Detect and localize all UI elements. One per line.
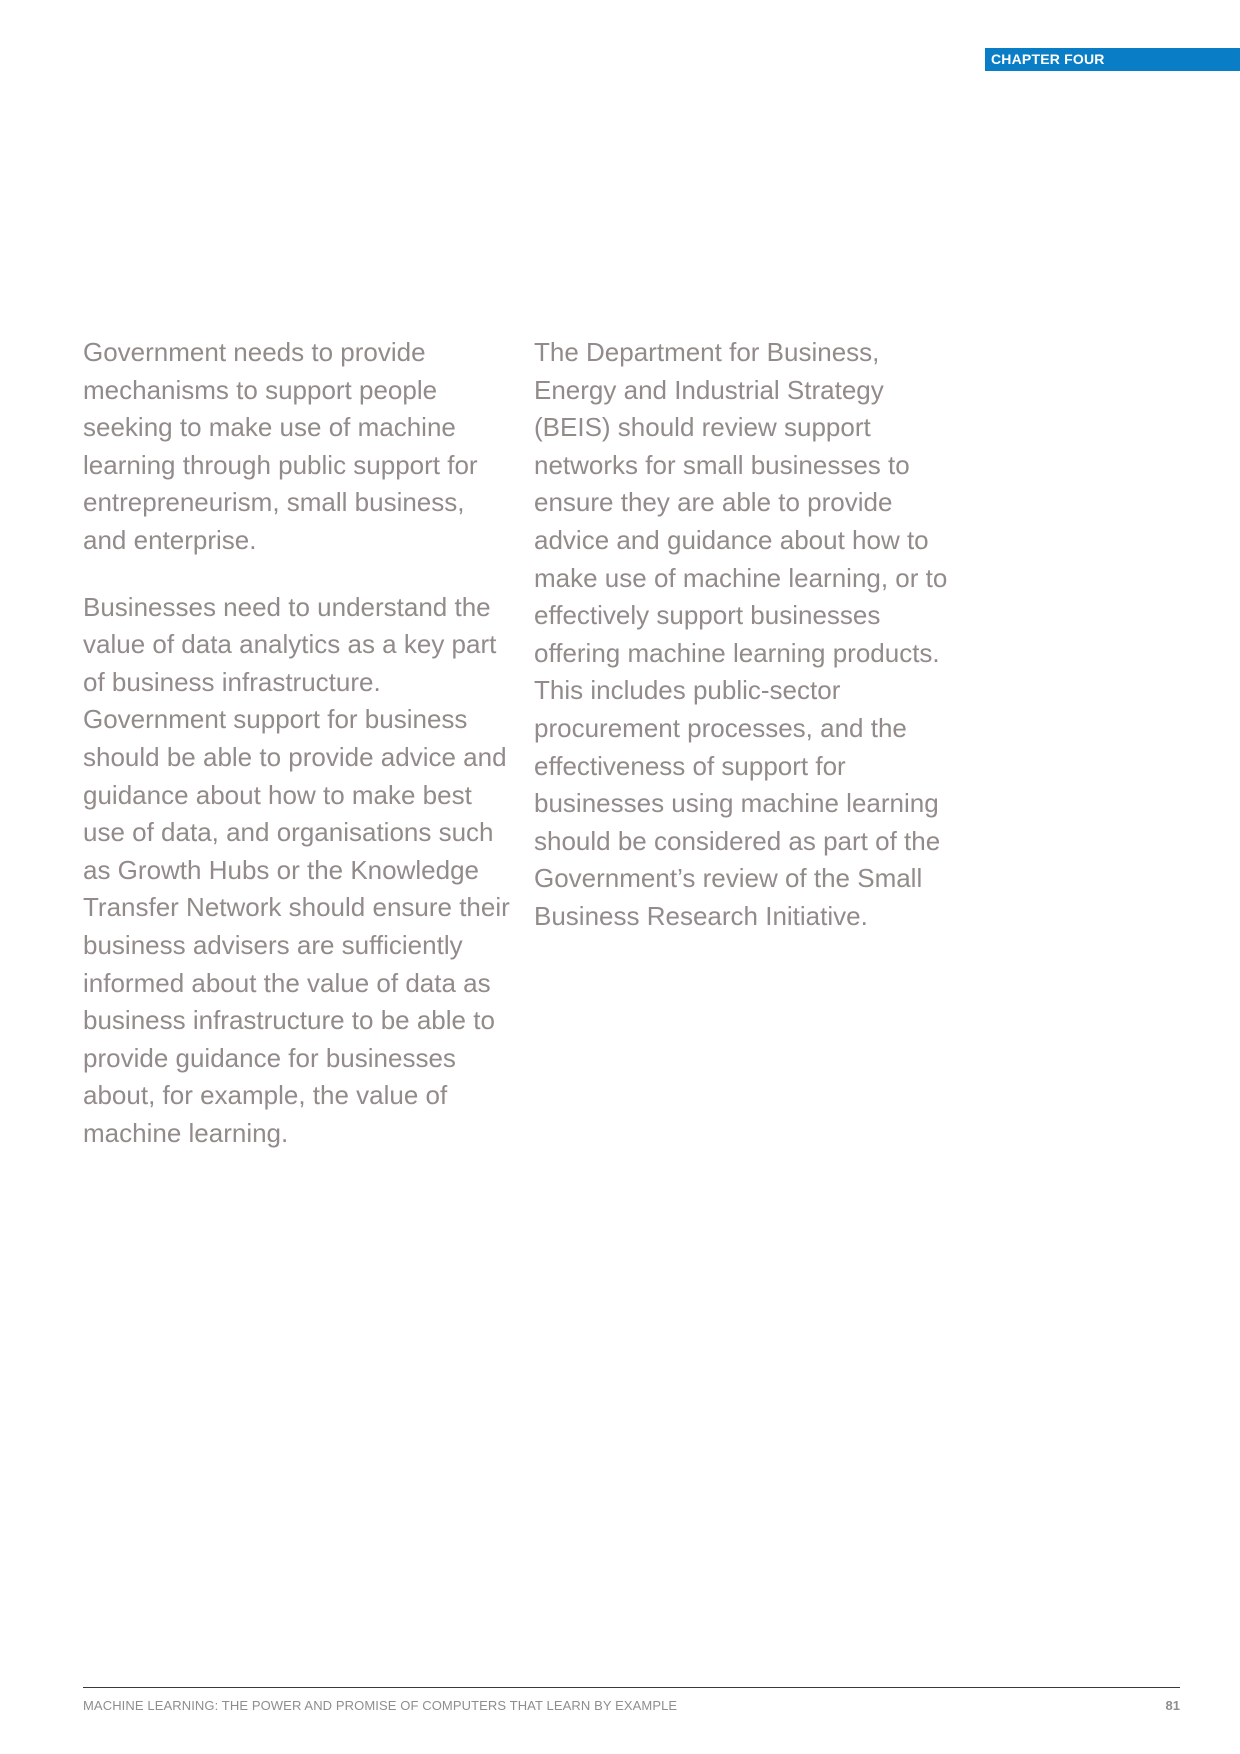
paragraph-left-1: Government needs to provide mechanisms to support people seeking to make use of machine learning through public support for entrepreneurism, small business, and enterprise.	[83, 337, 478, 555]
left-column	[83, 334, 513, 1181]
right-column	[534, 334, 964, 965]
chapter-tab: CHAPTER FOUR	[985, 48, 1240, 71]
page-number: 81	[1165, 1698, 1180, 1713]
paragraph-left-2: Businesses need to understand the value of data analytics as a key part of business infrastructure. Government support for business should be able to provide advice and guidance about how to make best use of data, and organisations such as Growth Hubs or the Knowledge Transfer Network should ensure their business advisers are sufficiently informed about the value of data as business infrastructure to be able to provide guidance for businesses about, for example, the value of machine learning.	[83, 591, 510, 1148]
paragraph-right-1: The Department for Business, Energy and Industrial Strategy (BEIS) should review support networks for small businesses to ensure they are able to provide advice and guidance about how to make use of machine learning, or to effectively support businesses offering machine learning products. This includes public-sector procurement processes, and the effectiveness of support for businesses using machine learning should be considered as part of the Government’s review of the Small Business Research Initiative.	[534, 337, 948, 931]
footer-rule	[83, 1687, 1180, 1688]
footer-title: MACHINE LEARNING: THE POWER AND PROMISE OF COMPUTERS THAT LEARN BY EXAMPLE	[83, 1698, 678, 1713]
